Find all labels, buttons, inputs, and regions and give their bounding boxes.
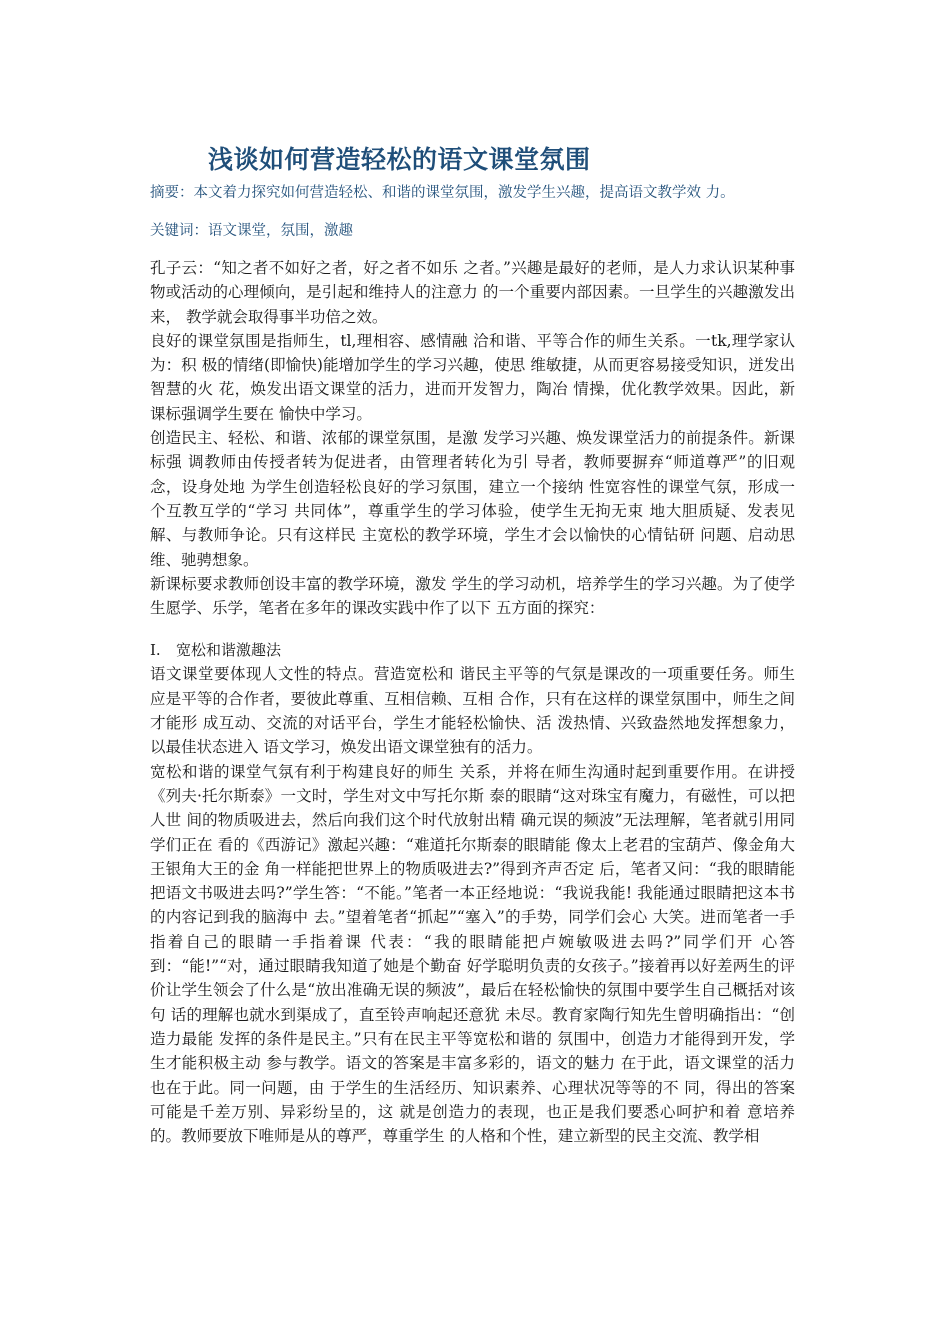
section-title: 宽松和谐激趣法 <box>176 641 282 660</box>
section-paragraph: 语文课堂要体现人文性的特点。营造宽松和 谐民主平等的气氛是课改的一项重要任务。师生 应是平等的合作者，要彼此尊重、互相信赖、互相 合作，只有在这样的课堂氛围中，师生之间才能形 成互动、交流的对话平台，学生才能轻松愉快、活 泼热情、兴致盎然地发挥想象力，以最佳状态进入 语文学习，焕发出语文课堂独有的活力。 <box>150 665 795 757</box>
intro-paragraph: 良好的课堂氛围是指师生，tl,理相容、感情融 洽和谐、平等合作的师生关系。一tk,理学家认为：积 极的情绪(即愉快)能增加学生的学习兴趣，使思 维敏捷，从而更容易接受知识，迸发出智慧的火 花，焕发出语文课堂的活力，进而开发智力，陶冶 情操，优化教学效果。因此，新课标强调学生要在 愉快中学习。 <box>150 331 795 423</box>
intro-paragraph: 创造民主、轻松、和谐、浓郁的课堂氛围，是激 发学习兴趣、焕发课堂活力的前提条件。新课标强 调教师由传授者转为促进者，由管理者转化为引 导者，教师要摒弃“师道尊严”的旧观念，设身处地 为学生创造轻松良好的学习氛围，建立一个接纳 性宽容性的课堂气氛，形成一个互教互学的“学习 共同体”，尊重学生的学习体验，使学生无拘无束 地大胆质疑、发表见解、与教师争论。只有这样民 主宽松的教学环境，学生才会以愉快的心情钻研 问题、启动思维、驰骋想象。 <box>150 429 795 569</box>
section-paragraph: 宽松和谐的课堂气氛有利于构建良好的师生 关系，并将在师生沟通时起到重要作用。在讲授《列夫·托尔斯泰》一文时，学生对文中写托尔斯 泰的眼睛“这对珠宝有魔力，有磁性，可以把人世 间的物质吸进去，然后向我们这个时代放射出精 确元误的频波”无法理解，笔者就引用同学们正在 看的《西游记》激起兴趣：“难道托尔斯泰的眼睛能 像太上老君的宝葫芦、像金角大王银角大王的金 角一样能把世界上的物质吸进去?”得到齐声否定 后，笔者又问：“我的眼睛能把语文书吸进去吗?”学生答：“不能。”笔者一本正经地说：“我说我能! 我能通过眼睛把这本书的内容记到我的脑海中 去。”望着笔者“抓起”“塞入”的手势，同学们会心 大笑。进而笔者一手指着自己的眼睛一手指着课 代表：“我的眼睛能把卢婉敏吸进去吗?”同学们开 心答到：“能!”“对，通过眼睛我知道了她是个勤奋 好学聪明负责的女孩子。”接着再以好差两生的评 价让学生领会了什么是“放出准确无误的频波”，最后在轻松愉快的氛围中要学生自己概括对该句 话的理解也就水到渠成了，直至铃声响起还意犹 未尽。教育家陶行知先生曾明确指出：“创造力最能 发挥的条件是民主。”只有在民主平等宽松和谐的 氛围中，创造力才能得到开发，学生才能积极主动 参与教学。语文的答案是丰富多彩的，语文的魅力 在于此，语文课堂的活力也在于此。同一问题，由 于学生的生活经历、知识素养、心理状况等等的不 同，得出的答案可能是千差万别、异彩纷呈的，这 就是创造力的表现，也正是我们要悉心呵护和着 意培养的。教师要放下唯师是从的尊严，尊重学生 的人格和个性，建立新型的民主交流、教学相 <box>150 762 795 1146</box>
section-number: I. <box>150 641 161 660</box>
document-title: 浅谈如何营造轻松的语文课堂氛围 <box>208 145 591 174</box>
body-text <box>150 256 795 1148</box>
intro-paragraph: 孔子云：“知之者不如好之者，好之者不如乐 之者。”兴趣是最好的老师，是人力求认识某种事 物或活动的心理倾向，是引起和维持人的注意力 的一个重要内部因素。一旦学生的兴趣激发出来， 教学就会取得事半功倍之效。 <box>150 259 795 326</box>
intro-paragraph: 新课标要求教师创设丰富的教学环境，激发 学生的学习动机，培养学生的学习兴趣。为了使学 生愿学、乐学，笔者在多年的课改实践中作了以下 五方面的探究： <box>150 574 795 618</box>
document-page <box>150 140 795 1148</box>
abstract: 摘要：本文着力探究如何营造轻松、和谐的课堂氛围，激发学生兴趣，提高语文教学效 力。 <box>150 185 735 201</box>
section-heading <box>150 638 795 662</box>
keywords: 关键词：语文课堂，氛围，激趣 <box>150 223 353 239</box>
